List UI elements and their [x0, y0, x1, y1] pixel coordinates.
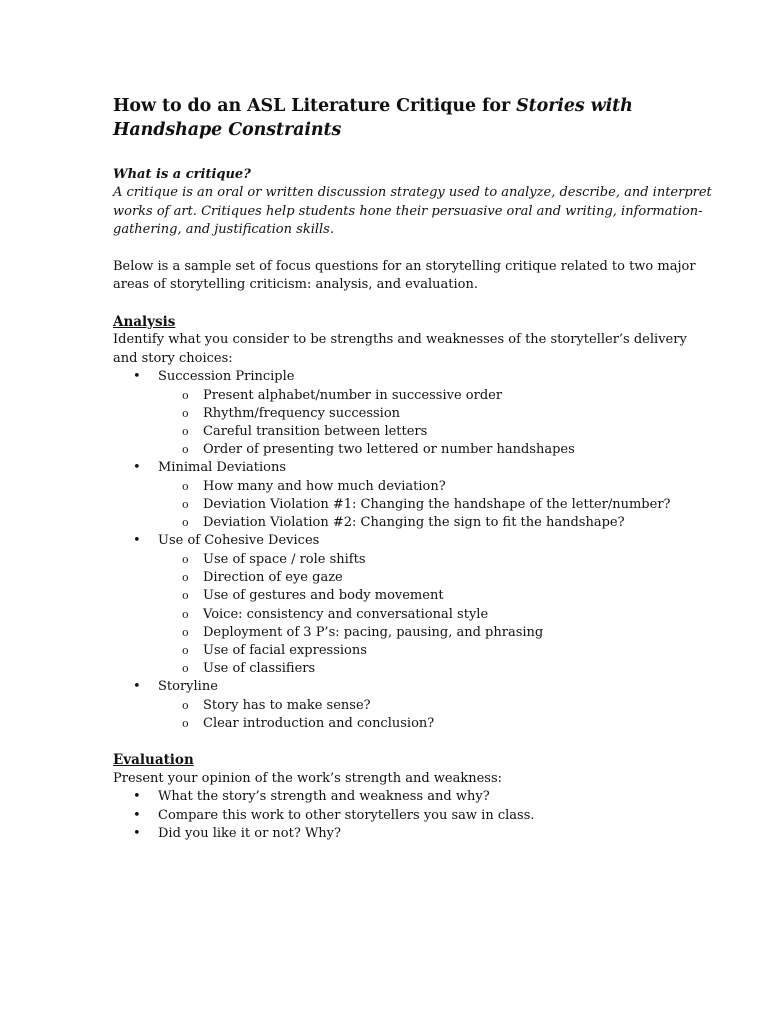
list-item [113, 459, 713, 532]
sub-list-item-label: Clear introduction and conclusion? [203, 716, 435, 732]
circle-bullet-icon: o [182, 589, 189, 603]
sub-list-item-label: Use of classifiers [203, 661, 316, 677]
sub-list-item-label: Voice: consistency and conversational style [203, 606, 489, 622]
sub-list-item [113, 441, 713, 459]
sub-list-item [113, 405, 713, 423]
sub-list-item-label: Use of space / role shifts [203, 551, 366, 567]
document-title [113, 94, 713, 142]
sub-list [158, 697, 713, 733]
circle-bullet-icon: o [182, 698, 189, 712]
circle-bullet-icon: o [182, 424, 189, 438]
sub-list [158, 551, 713, 678]
sub-list-item [113, 423, 713, 441]
circle-bullet-icon: o [182, 516, 189, 530]
sub-list-item [113, 587, 713, 605]
sub-list-item [113, 715, 713, 733]
sub-list-item-label: Use of gestures and body movement [203, 588, 444, 604]
critique-definition: A critique is an oral or written discussion strategy used to analyze, describe, and interpret works of art. Critiques help students hone their persuasive oral and writing, information-gathering, and justification skills. [113, 185, 712, 237]
bullet-icon: • [133, 826, 141, 842]
sub-list-item-label: Present alphabet/number in successive order [203, 387, 503, 403]
bullet-icon: • [133, 533, 141, 549]
sub-list [158, 387, 713, 460]
sub-list-item [113, 514, 713, 532]
critique-heading: What is a critique? [113, 167, 251, 182]
bullet-icon: • [133, 460, 141, 476]
list-item-label: Did you like it or not? Why? [158, 826, 341, 842]
bullet-icon: • [133, 807, 141, 823]
list-item [113, 807, 713, 826]
sub-list-item [113, 624, 713, 642]
sub-list-item [113, 569, 713, 587]
title-italic-line1: Stories with [516, 96, 633, 116]
sub-list-item-label: Use of facial expressions [203, 642, 367, 658]
circle-bullet-icon: o [182, 406, 189, 420]
sub-list-item-label: Deviation Violation #2: Changing the sign to fit the handshape? [203, 515, 625, 531]
title-italic-line2: Handshape Constraints [113, 120, 342, 140]
circle-bullet-icon: o [182, 662, 189, 676]
sub-list-item-label: Rhythm/frequency succession [203, 405, 401, 421]
below-text: Below is a sample set of focus questions for an storytelling critique related to two major areas of storytelling criticism: analysis, and evaluation. [113, 258, 696, 292]
circle-bullet-icon: o [182, 571, 189, 585]
sub-list-item-label: Deployment of 3 P’s: pacing, pausing, and phrasing [203, 624, 544, 640]
sub-list-item-label: Story has to make sense? [203, 697, 371, 713]
analysis-heading: Analysis [113, 313, 176, 330]
list-item [113, 788, 713, 807]
list-item [113, 368, 713, 459]
sub-list-item [113, 697, 713, 715]
sub-list-item [113, 478, 713, 496]
bullet-icon: • [133, 679, 141, 695]
document-content [113, 94, 713, 844]
evaluation-list [113, 788, 713, 844]
list-item-label: Use of Cohesive Devices [158, 533, 320, 549]
analysis-list [113, 368, 713, 733]
list-item [113, 678, 713, 733]
list-item-label: Minimal Deviations [158, 460, 286, 476]
sub-list-item [113, 642, 713, 660]
bullet-icon: • [133, 789, 141, 805]
title-prefix: How to do an ASL Literature Critique for [113, 96, 517, 116]
sub-list-item [113, 660, 713, 678]
list-item-label: Succession Principle [158, 369, 295, 384]
circle-bullet-icon: o [182, 443, 189, 457]
list-item-label: Compare this work to other storytellers you saw in class. [158, 807, 535, 823]
circle-bullet-icon: o [182, 717, 189, 731]
circle-bullet-icon: o [182, 479, 189, 493]
circle-bullet-icon: o [182, 498, 189, 512]
sub-list-item [113, 496, 713, 514]
sub-list-item-label: Direction of eye gaze [203, 570, 343, 586]
sub-list-item-label: How many and how much deviation? [203, 478, 446, 494]
circle-bullet-icon: o [182, 607, 189, 621]
circle-bullet-icon: o [182, 552, 189, 566]
list-item [113, 825, 713, 844]
sub-list-item-label: Deviation Violation #1: Changing the handshape of the letter/number? [203, 497, 671, 513]
circle-bullet-icon: o [182, 388, 189, 402]
evaluation-heading: Evaluation [113, 752, 194, 769]
list-item-label: What the story’s strength and weakness and why? [158, 789, 490, 805]
sub-list-item [113, 387, 713, 405]
list-item [113, 532, 713, 678]
bullet-icon: • [133, 369, 141, 384]
list-item-label: Storyline [158, 679, 218, 695]
circle-bullet-icon: o [182, 625, 189, 639]
sub-list-item [113, 606, 713, 624]
analysis-intro: Identify what you consider to be strengths and weaknesses of the storyteller’s delivery and story choices: [113, 332, 687, 366]
circle-bullet-icon: o [182, 643, 189, 657]
sub-list-item-label: Careful transition between letters [203, 423, 428, 439]
sub-list [158, 478, 713, 533]
sub-list-item [113, 551, 713, 569]
evaluation-intro: Present your opinion of the work’s strength and weakness: [113, 770, 503, 786]
sub-list-item-label: Order of presenting two lettered or number handshapes [203, 442, 575, 458]
